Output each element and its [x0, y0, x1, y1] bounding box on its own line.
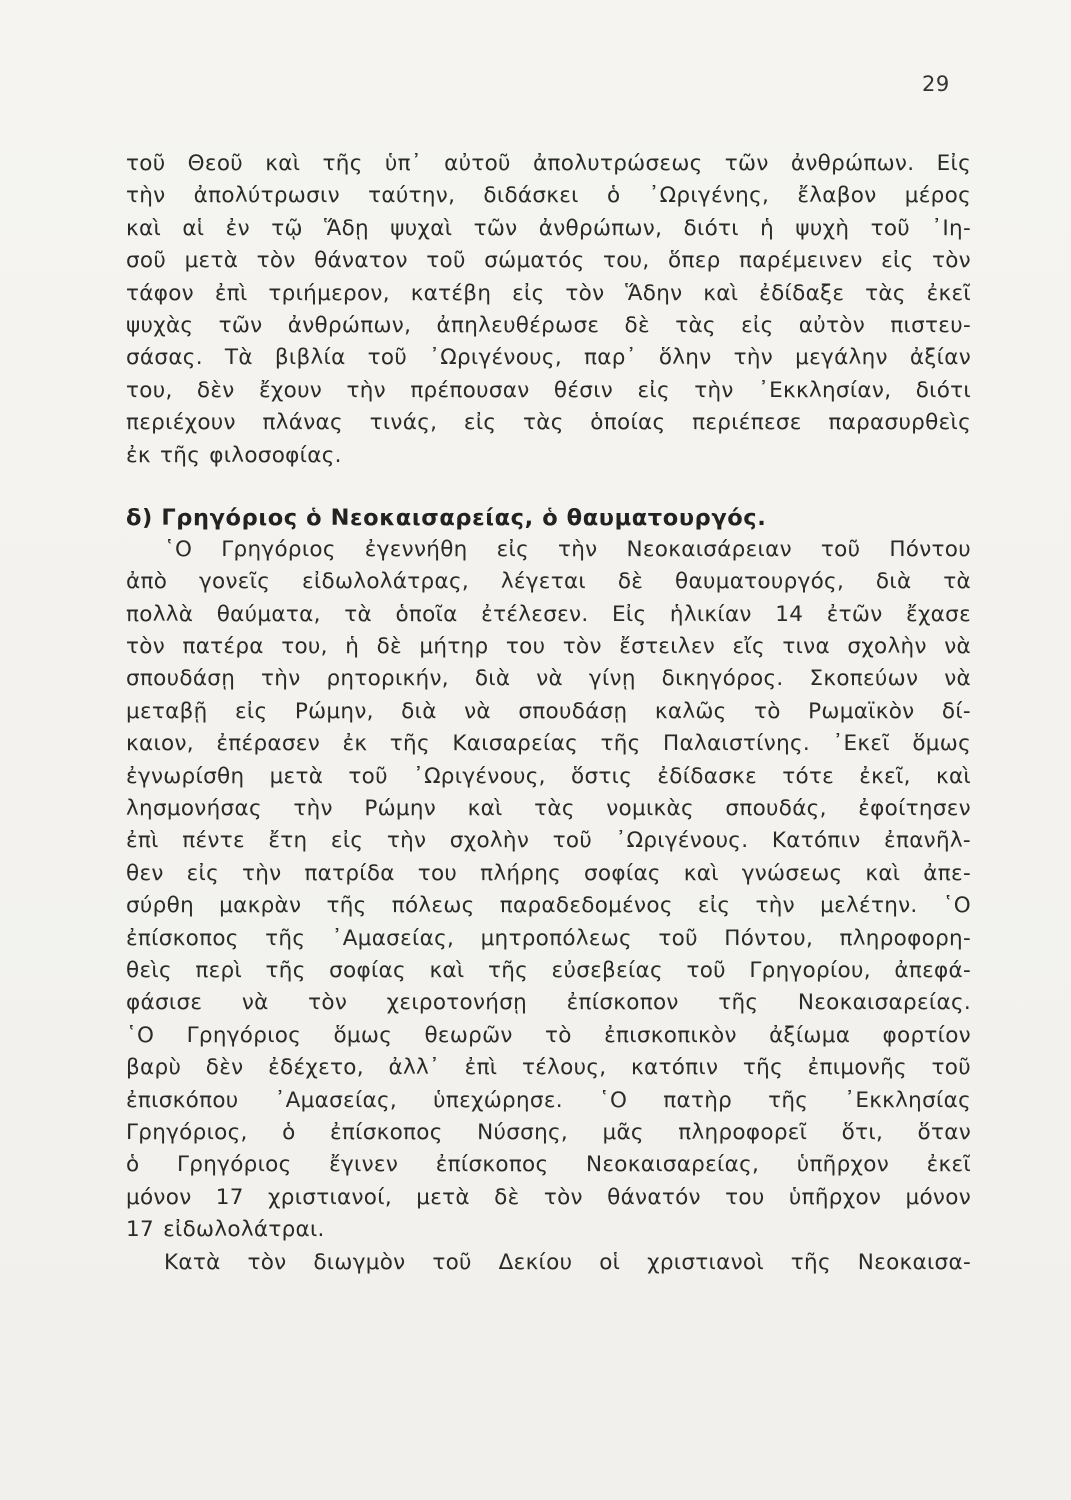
- paragraph-origen-conclusion: [126, 148, 971, 472]
- section-gap: [126, 472, 971, 502]
- section-heading: δ) Γρηγόριος ὁ Νεοκαισαρείας, ὁ θαυματουργός.: [126, 504, 767, 531]
- body-text: [126, 148, 971, 1279]
- text-line: ἐπίσκοπος τῆς ᾿Αμασείας, μητροπόλεως τοῦ Πόντου, πληροφορη-: [126, 925, 971, 951]
- text-line: Κατὰ τὸν διωγμὸν τοῦ Δεκίου οἱ χριστιανοὶ τῆς Νεοκαισα-: [164, 1249, 971, 1275]
- text-line: τὴν ἀπολύτρωσιν ταύτην, διδάσκει ὁ ᾿Ωριγένης, ἔλαβον μέρος: [126, 183, 971, 209]
- paragraph-gregory: [126, 534, 971, 1247]
- page-number: 29: [922, 72, 950, 96]
- paragraph-decius-persecution: [126, 1247, 971, 1279]
- text-line: καιον, ἐπέρασεν ἐκ τῆς Καισαρείας τῆς Παλαιστίνης. ᾿Εκεῖ ὅμως: [126, 731, 971, 757]
- text-line: ψυχὰς τῶν ἀνθρώπων, ἀπηλευθέρωσε δὲ τὰς εἰς αὐτὸν πιστευ-: [126, 312, 971, 338]
- text-line: μεταβῇ εἰς Ρώμην, διὰ νὰ σπουδάσῃ καλῶς τὸ Ρωμαϊκὸν δί-: [126, 698, 971, 724]
- text-line: ἀπὸ γονεῖς εἰδωλολάτρας, λέγεται δὲ θαυματουργός, διὰ τὰ: [126, 569, 971, 595]
- text-line: σοῦ μετὰ τὸν θάνατον τοῦ σώματός του, ὅπερ παρέμεινεν εἰς τὸν: [126, 248, 971, 274]
- text-line: ῾Ο Γρηγόριος ὅμως θεωρῶν τὸ ἐπισκοπικὸν ἀξίωμα φορτίον: [126, 1022, 971, 1048]
- text-line: βαρὺ δὲν ἐδέχετο, ἀλλ᾽ ἐπὶ τέλους, κατόπιν τῆς ἐπιμονῆς τοῦ: [126, 1055, 971, 1081]
- text-line: τάφον ἐπὶ τριήμερον, κατέβη εἰς τὸν Ἅδην καὶ ἐδίδαξε τὰς ἐκεῖ: [126, 280, 971, 306]
- text-line: λησμονήσας τὴν Ρώμην καὶ τὰς νομικὰς σπουδάς, ἐφοίτησεν: [126, 796, 971, 822]
- text-line: θεν εἰς τὴν πατρίδα του πλήρης σοφίας καὶ γνώσεως καὶ ἀπε-: [126, 860, 971, 886]
- text-line: ἐπὶ πέντε ἔτη εἰς τὴν σχολὴν τοῦ ᾿Ωριγένους. Κατόπιν ἐπανῆλ-: [126, 828, 971, 854]
- text-line: ῾Ο Γρηγόριος ἐγεννήθη εἰς τὴν Νεοκαισάρειαν τοῦ Πόντου: [164, 536, 971, 562]
- text-line: 17 εἰδωλολάτραι.: [126, 1217, 325, 1243]
- text-line: ἐγνωρίσθη μετὰ τοῦ ᾿Ωριγένους, ὅστις ἐδίδασκε τότε ἐκεῖ, καὶ: [126, 763, 971, 789]
- text-line: ὁ Γρηγόριος ἔγινεν ἐπίσκοπος Νεοκαισαρείας, ὑπῆρχον ἐκεῖ: [126, 1152, 971, 1178]
- text-line: περιέχουν πλάνας τινάς, εἰς τὰς ὁποίας περιέπεσε παρασυρθεὶς: [126, 410, 971, 436]
- text-line: σάσας. Τὰ βιβλία τοῦ ᾿Ωριγένους, παρ᾽ ὅλην τὴν μεγάλην ἀξίαν: [126, 345, 971, 371]
- text-line: Γρηγόριος, ὁ ἐπίσκοπος Νύσσης, μᾶς πληροφορεῖ ὅτι, ὅταν: [126, 1119, 971, 1145]
- text-line: θεὶς περὶ τῆς σοφίας καὶ τῆς εὐσεβείας τοῦ Γρηγορίου, ἀπεφά-: [126, 957, 971, 983]
- text-line: του, δὲν ἔχουν τὴν πρέπουσαν θέσιν εἰς τὴν ᾿Εκκλησίαν, διότι: [126, 377, 971, 403]
- text-line: ἐπισκόπου ᾿Αμασείας, ὑπεχώρησε. ῾Ο πατὴρ τῆς ᾿Εκκλησίας: [126, 1087, 971, 1113]
- text-line: μόνον 17 χριστιανοί, μετὰ δὲ τὸν θάνατόν του ὑπῆρχον μόνον: [126, 1184, 971, 1210]
- text-line: ἐκ τῆς φιλοσοφίας.: [126, 442, 342, 468]
- text-line: σύρθη μακρὰν τῆς πόλεως παραδεδομένος εἰς τὴν μελέτην. ῾Ο: [126, 893, 971, 919]
- text-line: σπουδάσῃ τὴν ρητορικήν, διὰ νὰ γίνῃ δικηγόρος. Σκοπεύων νὰ: [126, 666, 971, 692]
- text-line: καὶ αἱ ἐν τῷ Ἅδῃ ψυχαὶ τῶν ἀνθρώπων, διότι ἡ ψυχὴ τοῦ ᾿Ιη-: [126, 215, 971, 241]
- text-line: τοῦ Θεοῦ καὶ τῆς ὑπ᾽ αὐτοῦ ἀπολυτρώσεως τῶν ἀνθρώπων. Εἰς: [126, 151, 971, 176]
- text-line: πολλὰ θαύματα, τὰ ὁποῖα ἐτέλεσεν. Εἰς ἡλικίαν 14 ἐτῶν ἔχασε: [126, 601, 971, 627]
- text-line: φάσισε νὰ τὸν χειροτονήσῃ ἐπίσκοπον τῆς Νεοκαισαρείας.: [126, 990, 971, 1016]
- text-line: τὸν πατέρα του, ἡ δὲ μήτηρ του τὸν ἔστειλεν εἴς τινα σχολὴν νὰ: [126, 634, 971, 660]
